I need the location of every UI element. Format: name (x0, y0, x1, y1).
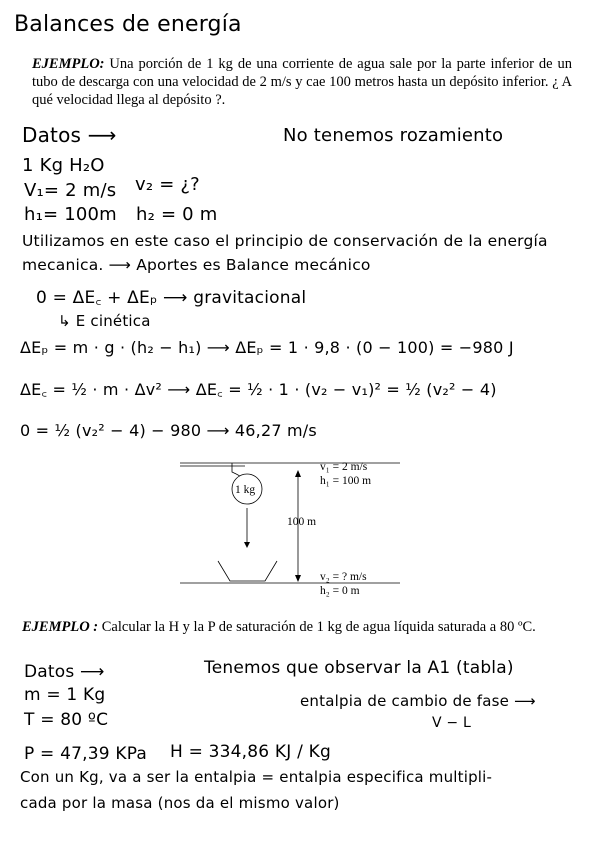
final-velocity-equation: 0 = ½ (v₂² − 4) − 980 ⟶ 46,27 m/s (20, 421, 317, 440)
datos-heading-2: Datos ⟶ (24, 662, 105, 682)
principle-line-2: mecanica. ⟶ Aportes es Balance mecánico (22, 256, 371, 274)
phase-change-enthalpy: entalpia de cambio de fase ⟶ (300, 692, 536, 710)
example-1-label: EJEMPLO: (32, 56, 105, 72)
fall-arrow-head (244, 542, 250, 548)
potential-energy-equation: ΔEₚ = m · g · (h₂ − h₁) ⟶ ΔEₚ = 1 · 9,8 · (0 − 100) = −980 J (20, 338, 514, 357)
height-arrow-bottom (295, 575, 301, 582)
falling-water-diagram (0, 452, 600, 612)
bottom-height-label: h₂ = 0 m (320, 585, 360, 597)
conclusion-line-1: Con un Kg, va a ser la entalpia = entalpia especifica multipli- (20, 768, 493, 786)
h2-value: h₂ = 0 m (136, 204, 218, 225)
v1-value: V₁= 2 m/s (24, 180, 117, 201)
h1-value: h₁= 100m (24, 204, 117, 225)
top-height-label: h₁ = 100 m (320, 475, 372, 487)
energy-balance-equation: 0 = ΔE꜀ + ΔEₚ ⟶ gravitacional (36, 288, 307, 308)
bottom-velocity-label: v₂ = ? m/s (320, 571, 367, 583)
reservoir (218, 561, 277, 581)
example-2-statement (22, 618, 562, 636)
example-1-statement (32, 55, 572, 109)
no-friction-note: No tenemos rozamiento (283, 125, 504, 146)
mass-label: 1 kg (235, 484, 256, 496)
top-velocity-label: v₁ = 2 m/s (320, 461, 368, 473)
page-title: Balances de energía (14, 12, 242, 37)
example-2-text: Calcular la H y la P de saturación de 1 kg de agua líquida saturada a 80 ºC. (98, 619, 536, 635)
principle-line-1: Utilizamos en este caso el principio de conservación de la energía (22, 232, 548, 250)
mass-value: m = 1 Kg (24, 685, 106, 705)
datos-heading: Datos ⟶ (22, 123, 117, 147)
vapor-liquid-label: V − L (432, 715, 472, 731)
temperature-value: T = 80 ºC (24, 710, 109, 730)
kinetic-energy-equation: ΔE꜀ = ½ · m · Δv² ⟶ ΔE꜀ = ½ · 1 · (v₂ − v₁)² = ½ (v₂² − 4) (20, 380, 497, 399)
conclusion-line-2: cada por la masa (nos da el mismo valor) (20, 794, 340, 812)
height-arrow-top (295, 470, 301, 477)
height-label: 100 m (287, 516, 317, 528)
example-2-label: EJEMPLO : (22, 619, 99, 635)
v2-value: v₂ = ¿? (135, 174, 200, 195)
kinetic-energy-note: ↳ E cinética (58, 312, 151, 330)
enthalpy-result: H = 334,86 KJ / Kg (170, 742, 331, 762)
table-note: Tenemos que observar la A1 (tabla) (204, 658, 514, 678)
example-1-text: Una porción de 1 kg de una corriente de agua sale por la parte inferior de un tubo de descarga con una velocidad de 2 m/s y cae 100 metros hasta un depósito inferior. ¿ A qué velocidad llega al depósito ?. (32, 56, 572, 108)
mass-water: 1 Kg H₂O (22, 155, 105, 176)
pressure-result: P = 47,39 KPa (24, 744, 148, 764)
